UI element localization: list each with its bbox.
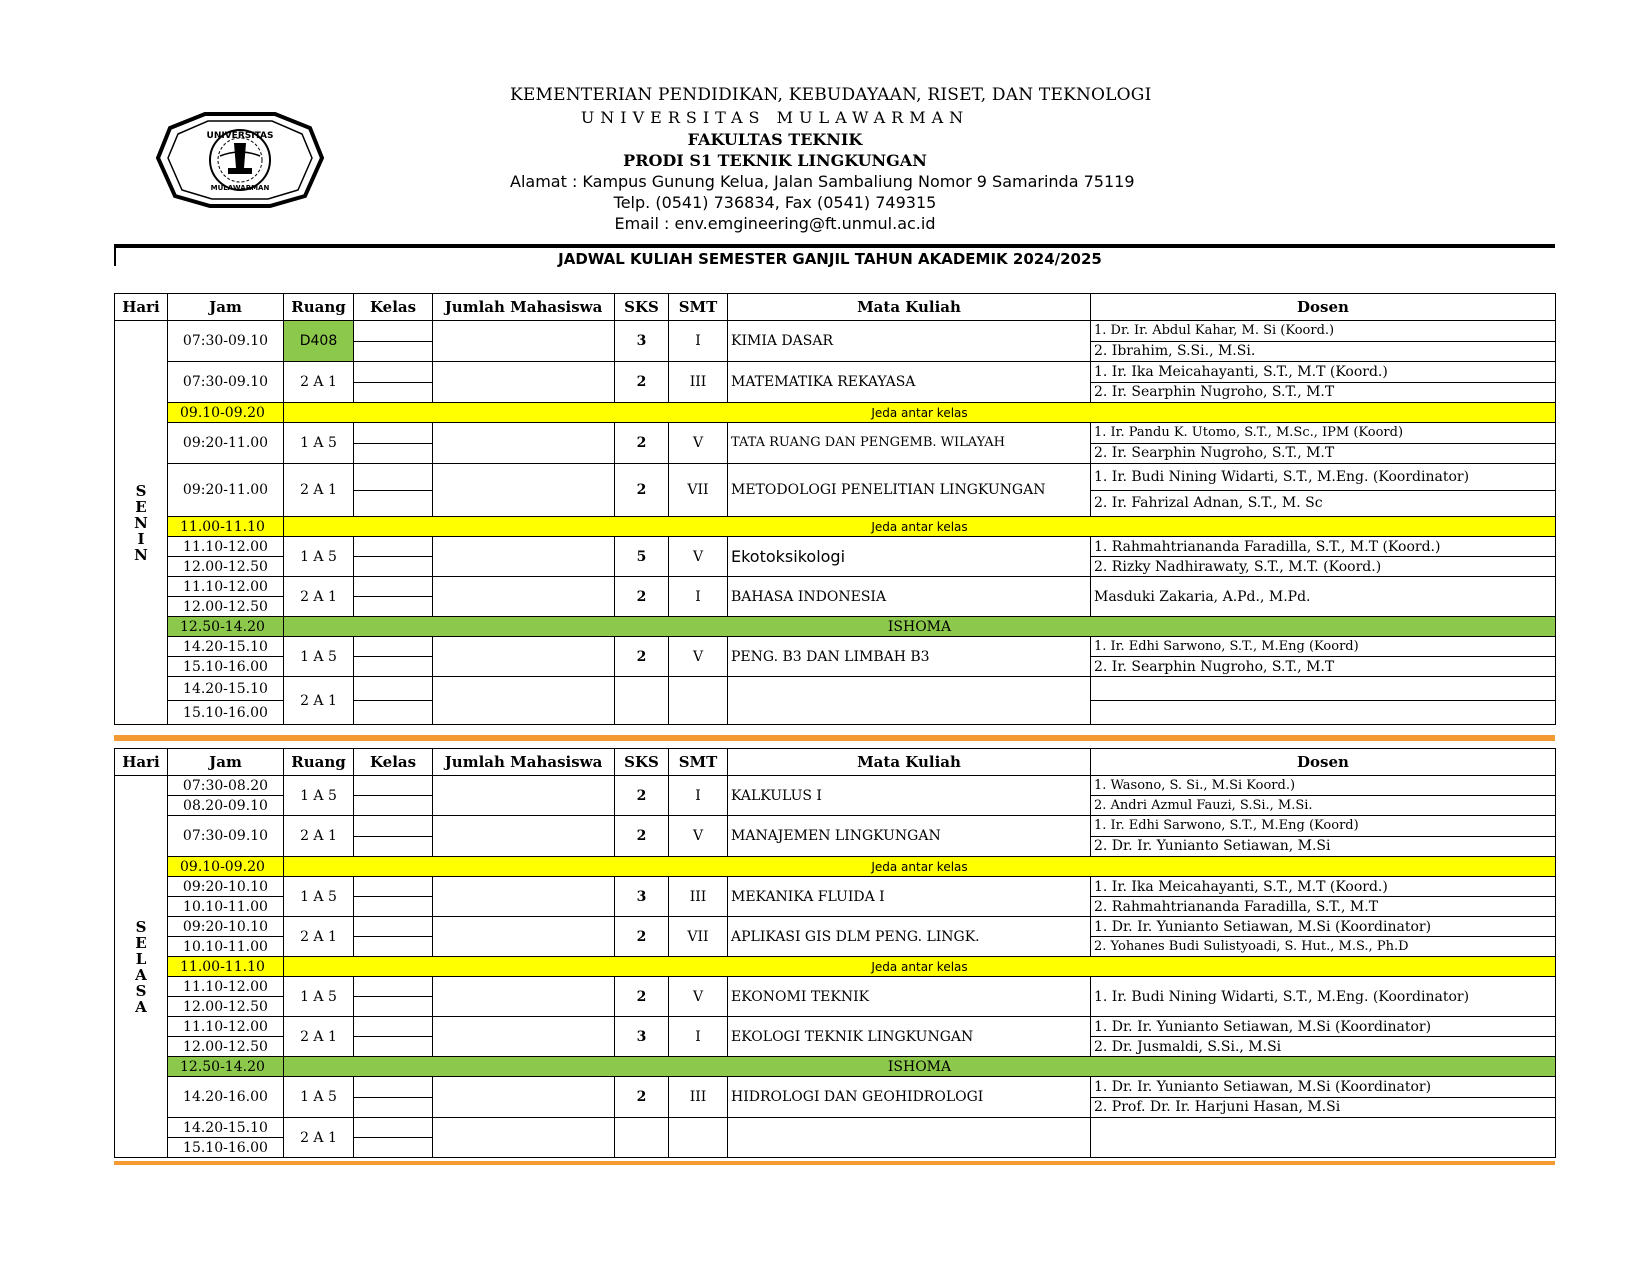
- break-time: 11.00-11.10: [168, 957, 284, 977]
- ruang-cell: 2 A 1: [284, 1118, 354, 1158]
- jumlah-cell[interactable]: [433, 321, 615, 362]
- break-label: ISHOMA: [284, 1057, 1556, 1077]
- dosen-cell: 1. Dr. Ir. Yunianto Setiawan, M.Si (Koordinator): [1091, 1017, 1556, 1037]
- kelas-cell[interactable]: [354, 701, 433, 725]
- jam-cell: 09:20-11.00: [168, 464, 284, 517]
- header-row: [115, 749, 1556, 776]
- kelas-cell[interactable]: [354, 877, 433, 897]
- sks-cell: [615, 677, 669, 725]
- matakuliah-cell: TATA RUANG DAN PENGEMB. WILAYAH: [728, 423, 1091, 464]
- sks-cell: 2: [615, 464, 669, 517]
- kelas-cell[interactable]: [354, 341, 433, 362]
- smt-cell: I: [669, 321, 728, 362]
- jam-cell: 09:20-10.10: [168, 877, 284, 897]
- kelas-cell[interactable]: [354, 1118, 433, 1138]
- header-divider-tick: [114, 244, 116, 266]
- dosen-cell: 2. Rahmahtriananda Faradilla, S.T., M.T: [1091, 897, 1556, 917]
- table-row: [115, 1118, 1556, 1138]
- table-row: [115, 977, 1556, 997]
- break-time: 12.50-14.20: [168, 1057, 284, 1077]
- ruang-cell: 1 A 5: [284, 537, 354, 577]
- sks-cell: 3: [615, 877, 669, 917]
- jam-cell: 15.10-16.00: [168, 1138, 284, 1158]
- table-row: [115, 537, 1556, 557]
- smt-cell: V: [669, 637, 728, 677]
- sks-cell: 2: [615, 977, 669, 1017]
- smt-cell: VII: [669, 464, 728, 517]
- ruang-cell: 1 A 5: [284, 877, 354, 917]
- ruang-cell: 2 A 1: [284, 362, 354, 403]
- jam-cell: 09:20-11.00: [168, 423, 284, 464]
- kelas-cell[interactable]: [354, 490, 433, 517]
- matakuliah-cell: PENG. B3 DAN LIMBAH B3: [728, 637, 1091, 677]
- col-jam: Jam: [168, 294, 284, 321]
- dosen-cell: 2. Andri Azmul Fauzi, S.Si., M.Si.: [1091, 796, 1556, 816]
- kelas-cell[interactable]: [354, 1037, 433, 1057]
- university-logo-icon: [150, 108, 330, 210]
- matakuliah-cell: EKONOMI TEKNIK: [728, 977, 1091, 1017]
- jumlah-cell[interactable]: [433, 816, 615, 857]
- break-row: [115, 957, 1556, 977]
- table-row: [115, 321, 1556, 342]
- dosen-cell: 2. Prof. Dr. Ir. Harjuni Hasan, M.Si: [1091, 1097, 1556, 1118]
- jumlah-cell[interactable]: [433, 977, 615, 1017]
- day-label: S E N I N: [134, 481, 148, 564]
- jam-cell: 14.20-16.00: [168, 1077, 284, 1118]
- table-row: [115, 917, 1556, 937]
- table-row: [115, 577, 1556, 597]
- phone: Telp. (0541) 736834, Fax (0541) 749315: [613, 193, 937, 212]
- col-jumlah: Jumlah Mahasiswa: [433, 749, 615, 776]
- jumlah-cell[interactable]: [433, 1077, 615, 1118]
- sks-cell: 2: [615, 816, 669, 857]
- kelas-cell[interactable]: [354, 836, 433, 857]
- dosen-cell: 2. Ir. Searphin Nugroho, S.T., M.T: [1091, 443, 1556, 464]
- jumlah-cell[interactable]: [433, 537, 615, 577]
- dosen-cell: 2. Dr. Ir. Yunianto Setiawan, M.Si: [1091, 836, 1556, 857]
- col-jam: Jam: [168, 749, 284, 776]
- col-smt: SMT: [669, 294, 728, 321]
- sks-cell: 2: [615, 362, 669, 403]
- ruang-cell: 1 A 5: [284, 776, 354, 816]
- col-hari: Hari: [115, 749, 168, 776]
- col-kelas: Kelas: [354, 294, 433, 321]
- dosen-cell: 2. Ir. Searphin Nugroho, S.T., M.T: [1091, 657, 1556, 677]
- jumlah-cell[interactable]: [433, 423, 615, 464]
- matakuliah-cell: METODOLOGI PENELITIAN LINGKUNGAN: [728, 464, 1091, 517]
- tuesday-schedule-table: [114, 748, 1556, 1158]
- smt-cell: III: [669, 1077, 728, 1118]
- ruang-cell: D408: [284, 321, 354, 362]
- jumlah-cell[interactable]: [433, 362, 615, 403]
- jam-cell: 07:30-09.10: [168, 362, 284, 403]
- sks-cell: 2: [615, 423, 669, 464]
- letterhead: [110, 78, 1555, 248]
- dosen-cell: 1. Ir. Edhi Sarwono, S.T., M.Eng (Koord): [1091, 816, 1556, 837]
- sks-cell: 2: [615, 577, 669, 617]
- jam-cell: 08.20-09.10: [168, 796, 284, 816]
- dosen-cell: 1. Dr. Ir. Yunianto Setiawan, M.Si (Koordinator): [1091, 917, 1556, 937]
- dosen-cell: 1. Rahmahtriananda Faradilla, S.T., M.T (Koord.): [1091, 537, 1556, 557]
- col-sks: SKS: [615, 294, 669, 321]
- matakuliah-cell[interactable]: [728, 1118, 1091, 1158]
- smt-cell: I: [669, 577, 728, 617]
- dosen-cell: 2. Ibrahim, S.Si., M.Si.: [1091, 341, 1556, 362]
- break-time: 09.10-09.20: [168, 857, 284, 877]
- kelas-cell[interactable]: [354, 1017, 433, 1037]
- jam-cell: 10.10-11.00: [168, 937, 284, 957]
- break-time: 11.00-11.10: [168, 517, 284, 537]
- jam-cell: 12.00-12.50: [168, 1037, 284, 1057]
- logo-bottom-text: MULAWARMAN: [210, 184, 270, 192]
- kelas-cell[interactable]: [354, 321, 433, 342]
- col-matakuliah: Mata Kuliah: [728, 294, 1091, 321]
- matakuliah-cell: EKOLOGI TEKNIK LINGKUNGAN: [728, 1017, 1091, 1057]
- header-row: [115, 294, 1556, 321]
- col-ruang: Ruang: [284, 749, 354, 776]
- header-divider: [114, 244, 1555, 248]
- kelas-cell[interactable]: [354, 423, 433, 444]
- kelas-cell[interactable]: [354, 464, 433, 491]
- ruang-cell: 2 A 1: [284, 577, 354, 617]
- break-label: ISHOMA: [284, 617, 1556, 637]
- smt-cell: [669, 1118, 728, 1158]
- table-row: [115, 637, 1556, 657]
- ruang-cell: 2 A 1: [284, 816, 354, 857]
- kelas-cell[interactable]: [354, 677, 433, 701]
- dosen-cell: Masduki Zakaria, A.Pd., M.Pd.: [1091, 577, 1556, 617]
- jam-cell: 12.00-12.50: [168, 597, 284, 617]
- matakuliah-cell: KIMIA DASAR: [728, 321, 1091, 362]
- col-dosen: Dosen: [1091, 749, 1556, 776]
- smt-cell: V: [669, 537, 728, 577]
- jam-cell: 14.20-15.10: [168, 637, 284, 657]
- kelas-cell[interactable]: [354, 537, 433, 557]
- jam-cell: 14.20-15.10: [168, 677, 284, 701]
- matakuliah-cell: MATEMATIKA REKAYASA: [728, 362, 1091, 403]
- kelas-cell[interactable]: [354, 443, 433, 464]
- letterhead-text: [510, 78, 1152, 233]
- col-dosen: Dosen: [1091, 294, 1556, 321]
- smt-cell: VII: [669, 917, 728, 957]
- jam-cell: 11.10-12.00: [168, 1017, 284, 1037]
- table-row: [115, 464, 1556, 491]
- kelas-cell[interactable]: [354, 1077, 433, 1098]
- kelas-cell[interactable]: [354, 897, 433, 917]
- jam-cell: 15.10-16.00: [168, 657, 284, 677]
- kelas-cell[interactable]: [354, 362, 433, 383]
- smt-cell: V: [669, 816, 728, 857]
- kelas-cell[interactable]: [354, 776, 433, 796]
- jam-cell: 07:30-09.10: [168, 321, 284, 362]
- break-row: [115, 857, 1556, 877]
- faculty-name: FAKULTAS TEKNIK: [687, 130, 863, 149]
- break-row: [115, 1057, 1556, 1077]
- kelas-cell[interactable]: [354, 1138, 433, 1158]
- kelas-cell[interactable]: [354, 577, 433, 597]
- smt-cell: V: [669, 423, 728, 464]
- kelas-cell[interactable]: [354, 382, 433, 403]
- jumlah-cell[interactable]: [433, 1017, 615, 1057]
- jumlah-cell[interactable]: [433, 917, 615, 957]
- col-kelas: Kelas: [354, 749, 433, 776]
- sks-cell: 2: [615, 1077, 669, 1118]
- smt-cell: V: [669, 977, 728, 1017]
- break-time: 09.10-09.20: [168, 403, 284, 423]
- sks-cell: 2: [615, 776, 669, 816]
- dosen-cell: 2. Dr. Jusmaldi, S.Si., M.Si: [1091, 1037, 1556, 1057]
- kelas-cell[interactable]: [354, 917, 433, 937]
- ministry-name: KEMENTERIAN PENDIDIKAN, KEBUDAYAAN, RISET, DAN TEKNOLOGI: [510, 85, 1152, 105]
- matakuliah-cell: APLIKASI GIS DLM PENG. LINGK.: [728, 917, 1091, 957]
- dosen-cell: 1. Ir. Pandu K. Utomo, S.T., M.Sc., IPM (Koord): [1091, 423, 1556, 444]
- ruang-cell: 1 A 5: [284, 977, 354, 1017]
- break-label: Jeda antar kelas: [284, 857, 1556, 877]
- table-row: [115, 877, 1556, 897]
- matakuliah-cell: KALKULUS I: [728, 776, 1091, 816]
- section-divider-bottom: [114, 1161, 1555, 1165]
- sks-cell: 2: [615, 917, 669, 957]
- dosen-cell[interactable]: [1091, 701, 1556, 725]
- jumlah-cell[interactable]: [433, 1118, 615, 1158]
- jumlah-cell[interactable]: [433, 877, 615, 917]
- dosen-cell: 1. Ir. Ika Meicahayanti, S.T., M.T (Koord.): [1091, 877, 1556, 897]
- col-hari: Hari: [115, 294, 168, 321]
- jumlah-cell[interactable]: [433, 677, 615, 725]
- jam-cell: 12.00-12.50: [168, 997, 284, 1017]
- smt-cell: I: [669, 1017, 728, 1057]
- schedule-title: JADWAL KULIAH SEMESTER GANJIL TAHUN AKADEMIK 2024/2025: [558, 250, 1102, 268]
- jumlah-cell[interactable]: [433, 776, 615, 816]
- jam-cell: 11.10-12.00: [168, 977, 284, 997]
- col-ruang: Ruang: [284, 294, 354, 321]
- ruang-cell: 1 A 5: [284, 1077, 354, 1118]
- day-label: S E L A S A: [135, 917, 147, 1016]
- smt-cell: III: [669, 362, 728, 403]
- kelas-cell[interactable]: [354, 796, 433, 816]
- col-smt: SMT: [669, 749, 728, 776]
- dosen-cell: 2. Yohanes Budi Sulistyoadi, S. Hut., M.S., Ph.D: [1091, 937, 1556, 957]
- kelas-cell[interactable]: [354, 557, 433, 577]
- kelas-cell[interactable]: [354, 937, 433, 957]
- col-sks: SKS: [615, 749, 669, 776]
- kelas-cell[interactable]: [354, 816, 433, 837]
- jam-cell: 15.10-16.00: [168, 701, 284, 725]
- break-row: [115, 517, 1556, 537]
- dosen-cell: 1. Ir. Ika Meicahayanti, S.T., M.T (Koord.): [1091, 362, 1556, 383]
- day-cell: [115, 776, 168, 1158]
- table-row: [115, 1077, 1556, 1098]
- break-label: Jeda antar kelas: [284, 957, 1556, 977]
- matakuliah-cell: MANAJEMEN LINGKUNGAN: [728, 816, 1091, 857]
- dosen-cell: 1. Ir. Edhi Sarwono, S.T., M.Eng (Koord): [1091, 637, 1556, 657]
- dosen-cell: 1. Ir. Budi Nining Widarti, S.T., M.Eng. (Koordinator): [1091, 977, 1556, 1017]
- jam-cell: 14.20-15.10: [168, 1118, 284, 1138]
- break-label: Jeda antar kelas: [284, 517, 1556, 537]
- break-time: 12.50-14.20: [168, 617, 284, 637]
- sks-cell: [615, 1118, 669, 1158]
- dosen-cell[interactable]: [1091, 1118, 1556, 1158]
- ruang-cell: 2 A 1: [284, 677, 354, 725]
- ruang-cell: 2 A 1: [284, 464, 354, 517]
- address: Alamat : Kampus Gunung Kelua, Jalan Sambaliung Nomor 9 Samarinda 75119: [510, 172, 1135, 191]
- jam-cell: 07:30-09.10: [168, 816, 284, 857]
- matakuliah-cell: Ekotoksikologi: [728, 537, 1091, 577]
- jam-cell: 12.00-12.50: [168, 557, 284, 577]
- ruang-cell: 1 A 5: [284, 637, 354, 677]
- smt-cell: [669, 677, 728, 725]
- table-row: [115, 677, 1556, 701]
- table-row: [115, 1017, 1556, 1037]
- jumlah-cell[interactable]: [433, 464, 615, 517]
- smt-cell: I: [669, 776, 728, 816]
- table-row: [115, 423, 1556, 444]
- break-row: [115, 403, 1556, 423]
- kelas-cell[interactable]: [354, 1097, 433, 1118]
- jumlah-cell[interactable]: [433, 577, 615, 617]
- break-label: Jeda antar kelas: [284, 403, 1556, 423]
- matakuliah-cell: BAHASA INDONESIA: [728, 577, 1091, 617]
- break-row: [115, 617, 1556, 637]
- dosen-cell: 1. Dr. Ir. Yunianto Setiawan, M.Si (Koordinator): [1091, 1077, 1556, 1098]
- col-matakuliah: Mata Kuliah: [728, 749, 1091, 776]
- dosen-cell: 2. Ir. Searphin Nugroho, S.T., M.T: [1091, 382, 1556, 403]
- kelas-cell[interactable]: [354, 597, 433, 617]
- kelas-cell[interactable]: [354, 997, 433, 1017]
- kelas-cell[interactable]: [354, 637, 433, 657]
- jam-cell: 11.10-12.00: [168, 537, 284, 557]
- sks-cell: 3: [615, 321, 669, 362]
- dosen-cell: 2. Rizky Nadhirawaty, S.T., M.T. (Koord.): [1091, 557, 1556, 577]
- dosen-cell: 2. Ir. Fahrizal Adnan, S.T., M. Sc: [1091, 490, 1556, 517]
- dosen-cell[interactable]: [1091, 677, 1556, 701]
- kelas-cell[interactable]: [354, 657, 433, 677]
- jumlah-cell[interactable]: [433, 637, 615, 677]
- ruang-cell: 1 A 5: [284, 423, 354, 464]
- col-jumlah: Jumlah Mahasiswa: [433, 294, 615, 321]
- ruang-cell: 2 A 1: [284, 917, 354, 957]
- matakuliah-cell[interactable]: [728, 677, 1091, 725]
- table-row: [115, 816, 1556, 837]
- day-cell: [115, 321, 168, 725]
- sks-cell: 5: [615, 537, 669, 577]
- jam-cell: 07:30-08.20: [168, 776, 284, 796]
- matakuliah-cell: MEKANIKA FLUIDA I: [728, 877, 1091, 917]
- email: Email : env.emgineering@ft.unmul.ac.id: [614, 214, 936, 233]
- sks-cell: 2: [615, 637, 669, 677]
- section-divider: [114, 735, 1555, 741]
- jam-cell: 10.10-11.00: [168, 897, 284, 917]
- ruang-cell: 2 A 1: [284, 1017, 354, 1057]
- university-name: UNIVERSITAS MULAWARMAN: [580, 108, 970, 127]
- dosen-cell: 1. Dr. Ir. Abdul Kahar, M. Si (Koord.): [1091, 321, 1556, 342]
- smt-cell: III: [669, 877, 728, 917]
- table-row: [115, 362, 1556, 383]
- dosen-cell: 1. Wasono, S. Si., M.Si Koord.): [1091, 776, 1556, 796]
- prodi-name: PRODI S1 TEKNIK LINGKUNGAN: [623, 151, 927, 170]
- matakuliah-cell: HIDROLOGI DAN GEOHIDROLOGI: [728, 1077, 1091, 1118]
- table-row: [115, 776, 1556, 796]
- logo-top-text: UNIVERSITAS: [206, 131, 274, 141]
- jam-cell: 09:20-10.10: [168, 917, 284, 937]
- sks-cell: 3: [615, 1017, 669, 1057]
- kelas-cell[interactable]: [354, 977, 433, 997]
- jam-cell: 11.10-12.00: [168, 577, 284, 597]
- dosen-cell: 1. Ir. Budi Nining Widarti, S.T., M.Eng. (Koordinator): [1091, 464, 1556, 491]
- monday-schedule-table: [114, 293, 1556, 725]
